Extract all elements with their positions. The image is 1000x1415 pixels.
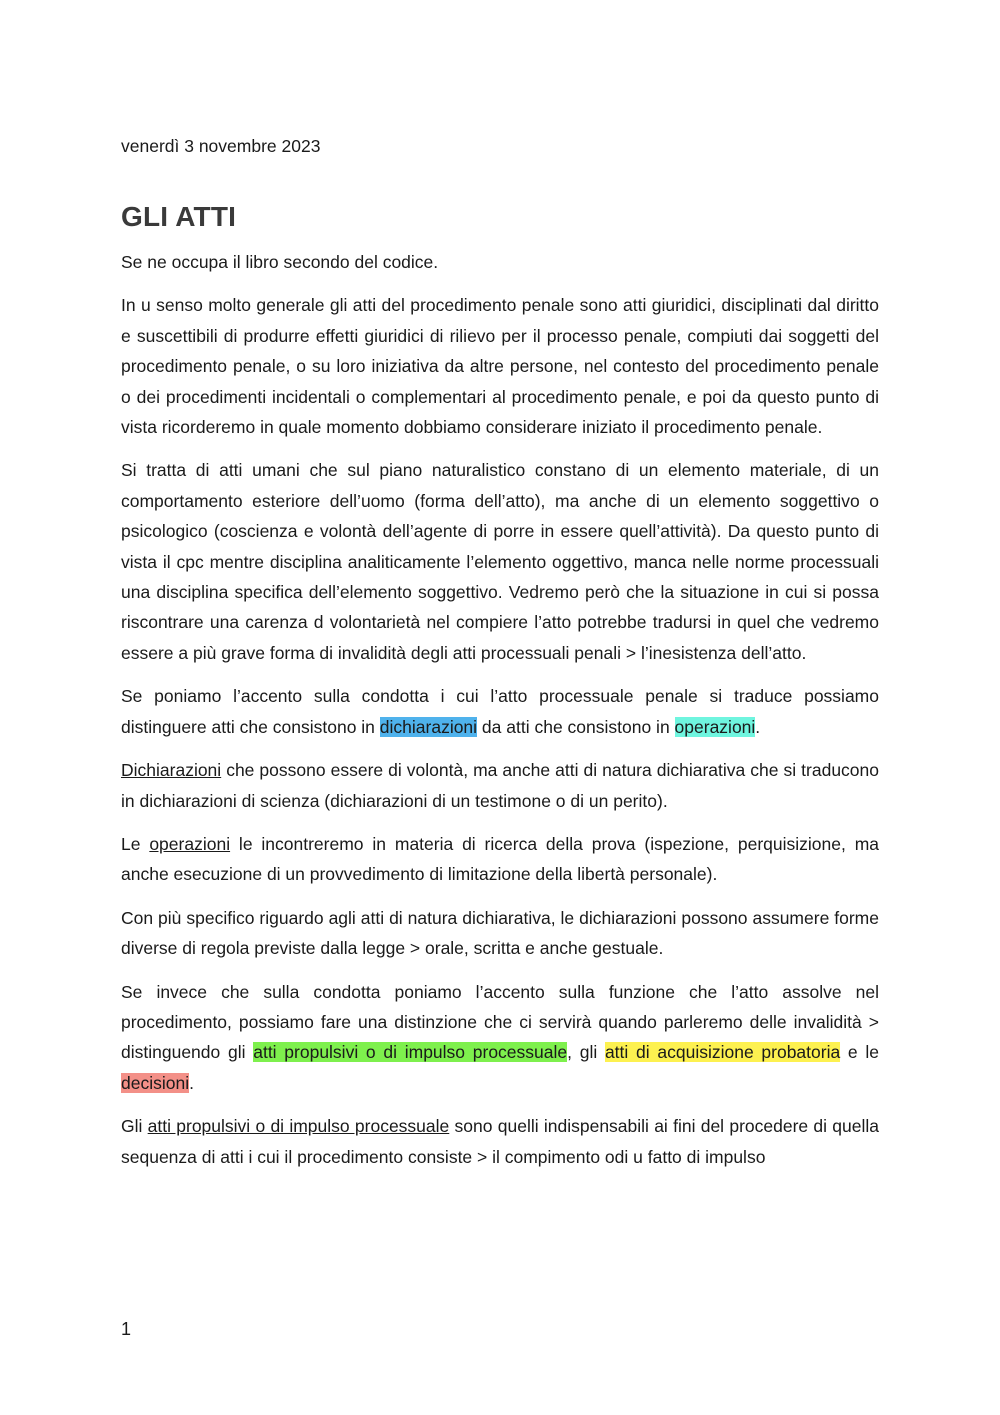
highlight-operazioni: operazioni [674, 716, 756, 737]
paragraph-text: sono quelli indispensabili ai fini del procedere di quella sequenza di atti i cui il procedimento consiste > il compimento odi u fatto di impulso [121, 1116, 879, 1167]
paragraph-text: Se poniamo l’accento sulla condotta i cui l’atto processuale penale si traduce possiamo distinguere atti che consistono in [121, 686, 879, 737]
paragraph-2: In u senso molto generale gli atti del procedimento penale sono atti giuridici, disciplinati dal diritto e suscettibili di produrre effetti giuridici di rilievo per il processo penale, compiuti dai soggetti del procedimento penale, o su loro iniziativa da altre persone, nel contesto del procedimento penale o dei procedimenti incidentali o complementari al procedimento penale, e poi da questo punto di vista ricorderemo in quale momento dobbiamo considerare iniziato il procedimento penale. [121, 295, 879, 438]
highlight-atti-propulsivi: atti propulsivi o di impulso processuale [253, 1042, 568, 1063]
highlight-dichiarazioni: dichiarazioni [379, 716, 478, 737]
page-title: GLI ATTI [121, 201, 237, 232]
paragraph-5 [121, 755, 879, 816]
paragraph-text: che possono essere di volontà, ma anche atti di natura dichiarativa che si traducono in dichiarazioni di scienza (dichiarazioni di un testimone o di un perito). [121, 760, 879, 811]
paragraph-text: Le [121, 833, 150, 854]
underlined-term-dichiarazioni: Dichiarazioni [121, 760, 222, 781]
paragraph-7: Con più specifico riguardo agli atti di natura dichiarativa, le dichiarazioni possono assumere forme diverse di regola previste dalla legge > orale, scritta e anche gestuale. [121, 907, 879, 959]
paragraph-8 [121, 977, 879, 1099]
paragraph-3: Si tratta di atti umani che sul piano naturalistico constano di un elemento materiale, di un comportamento esteriore dell’uomo (forma dell’atto), ma anche di un elemento soggettivo o psicologico (coscienza e volontà dell’agente di porre in essere quell’attività). Da questo punto di vista il cpc mentre disciplina analiticamente l’elemento oggettivo, manca nelle norme processuali una disciplina specifica dell’elemento soggettivo. Vedremo però che la situazione in cui si possa riscontrare una carenza d volontarietà nel compiere l’atto potrebbe tradursi in quel che vedremo essere a più grave forma di invalidità degli atti processuali penali > l’inesistenza dell’atto. [121, 460, 879, 663]
paragraph-text: e le [840, 1042, 880, 1063]
highlight-atti-acquisizione: atti di acquisizione probatoria [604, 1042, 841, 1063]
paragraph-text: da atti che consistono in [477, 716, 675, 737]
paragraph-1: Se ne occupa il libro secondo del codice. [121, 252, 439, 272]
paragraph-text: Gli [121, 1116, 148, 1137]
paragraph-9 [121, 1111, 879, 1172]
paragraph-text: . [189, 1072, 194, 1093]
paragraph-text: , gli [567, 1042, 605, 1063]
page-number: 1 [121, 1319, 132, 1339]
underlined-term-atti-propulsivi: atti propulsivi o di impulso processuale [147, 1116, 450, 1137]
underlined-term-operazioni: operazioni [149, 833, 231, 854]
document-date: venerdì 3 novembre 2023 [121, 136, 321, 156]
document-body [121, 131, 879, 1185]
paragraph-text: Se invece che sulla condotta poniamo l’accento sulla funzione che l’atto assolve nel procedimento, possiamo fare una distinzione che ci servirà quando parleremo delle invalidità > distinguendo gli [121, 981, 879, 1063]
paragraph-text: . [755, 716, 761, 737]
paragraph-6 [121, 829, 879, 890]
highlight-decisioni: decisioni [121, 1072, 190, 1093]
paragraph-text: le incontreremo in materia di ricerca della prova (ispezione, perquisizione, ma anche esecuzione di un provvedimento di limitazione della libertà personale). [121, 833, 879, 885]
paragraph-4 [121, 681, 879, 742]
